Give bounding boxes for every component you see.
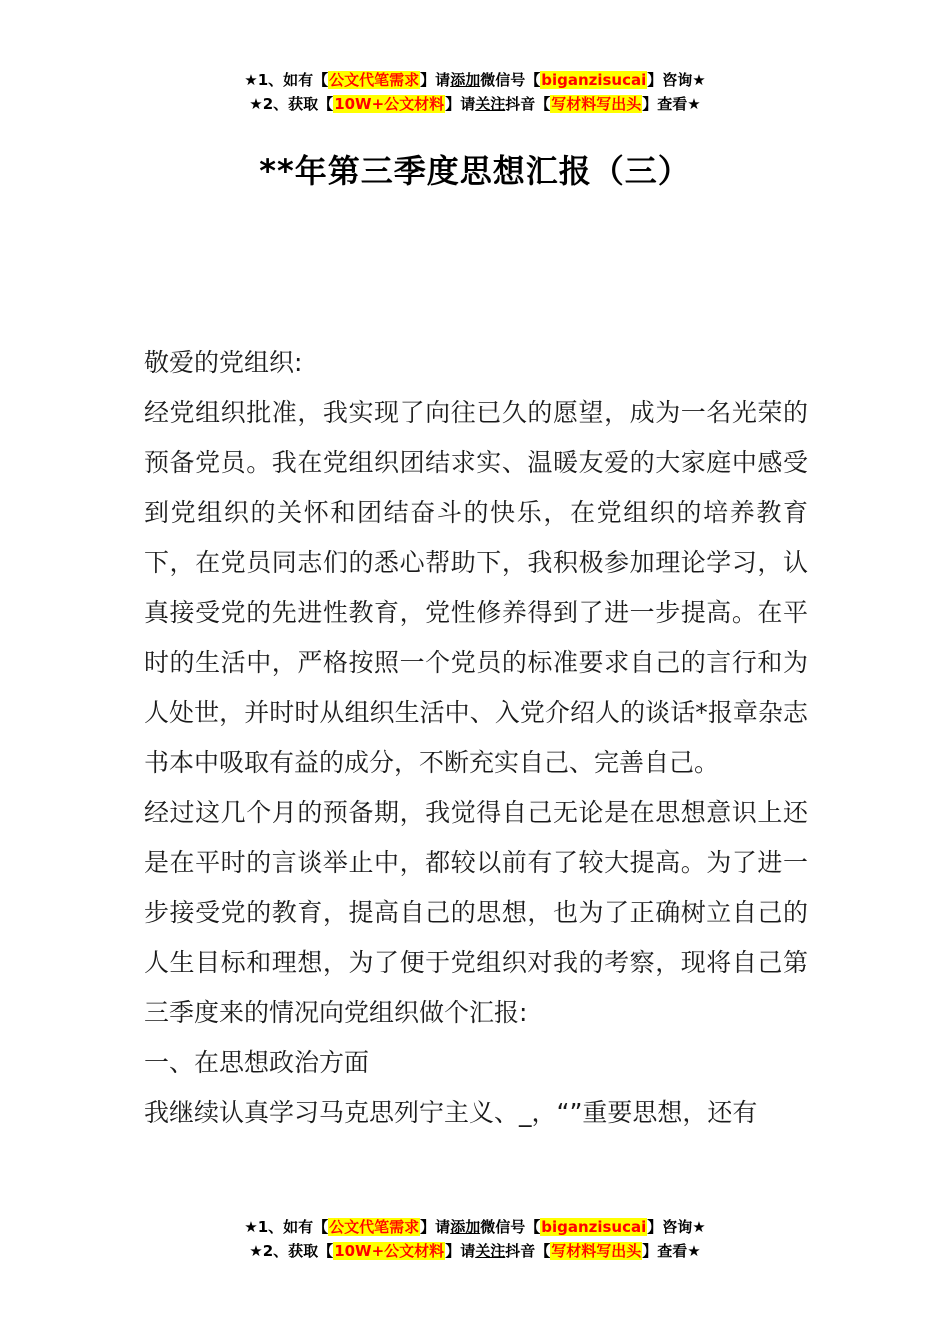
promo-text: 微信号【: [480, 1218, 541, 1236]
promo-highlight: 公文代笔需求: [329, 71, 420, 89]
promo-text: ★2、获取【: [249, 95, 334, 113]
promo-text: ★1、如有【: [244, 71, 329, 89]
salutation: 敬爱的党组织:: [144, 348, 303, 377]
promo-text: 】请: [445, 1242, 476, 1260]
promo-text: 】查看★: [642, 95, 701, 113]
promo-text: 抖音【: [505, 1242, 551, 1260]
promo-text: 抖音【: [505, 95, 551, 113]
body-paragraph: 经党组织批准，我实现了向往已久的愿望，成为一名光荣的预备党员。我在党组织团结求实、温暖友爱的大家庭中感受到党组织的关怀和团结奋斗的快乐，在党组织的培养教育下，在党员同志们的悉心帮助下，我积极参加理论学习，认真接受党的先进性教育，党性修养得到了进一步提高。在平时的生活中，严格按照一个党员的标准要求自己的言行和为人处世，并时时从组织生活中、入党介绍人的谈话*报章杂志书本中吸取有益的成分，不断充实自己、完善自己。: [144, 398, 808, 777]
promo-highlight: biganzisucai: [541, 71, 647, 89]
promo-line-1: [0, 1215, 950, 1239]
promo-underlined: 添加: [450, 71, 481, 89]
promo-banner-top: [0, 68, 950, 116]
document-body: [144, 338, 808, 1138]
promo-underlined: 关注: [475, 95, 506, 113]
promo-text: 】咨询★: [647, 71, 706, 89]
body-paragraph: 经过这几个月的预备期，我觉得自己无论是在思想意识上还是在平时的言谈举止中，都较以前有了较大提高。为了进一步接受党的教育，提高自己的思想，也为了正确树立自己的人生目标和理想，为了便于党组织对我的考察，现将自己第三季度来的情况向党组织做个汇报:: [144, 798, 808, 1027]
promo-banner-bottom: [0, 1215, 950, 1263]
promo-line-2: [0, 1239, 950, 1263]
promo-highlight: 公文代笔需求: [329, 1218, 420, 1236]
promo-line-2: [0, 92, 950, 116]
promo-highlight: 10W+公文材料: [334, 95, 445, 113]
promo-text: 】请: [445, 95, 476, 113]
promo-highlight: 写材料写出头: [551, 1242, 642, 1260]
body-paragraph-partial: 我继续认真学习马克思列宁主义、_，“”重要思想，还有: [144, 1098, 758, 1127]
promo-text: 】请: [420, 1218, 451, 1236]
promo-line-1: [0, 68, 950, 92]
document-title: **年第三季度思想汇报（三）: [259, 152, 691, 190]
promo-highlight: 10W+公文材料: [334, 1242, 445, 1260]
promo-text: 】咨询★: [647, 1218, 706, 1236]
promo-text: ★1、如有【: [244, 1218, 329, 1236]
promo-underlined: 添加: [450, 1218, 481, 1236]
promo-highlight: biganzisucai: [541, 1218, 647, 1236]
promo-highlight: 写材料写出头: [551, 95, 642, 113]
promo-text: 】请: [420, 71, 451, 89]
promo-text: ★2、获取【: [249, 1242, 334, 1260]
promo-text: 】查看★: [642, 1242, 701, 1260]
promo-underlined: 关注: [475, 1242, 506, 1260]
promo-text: 微信号【: [480, 71, 541, 89]
section-heading: 一、在思想政治方面: [144, 1048, 370, 1077]
